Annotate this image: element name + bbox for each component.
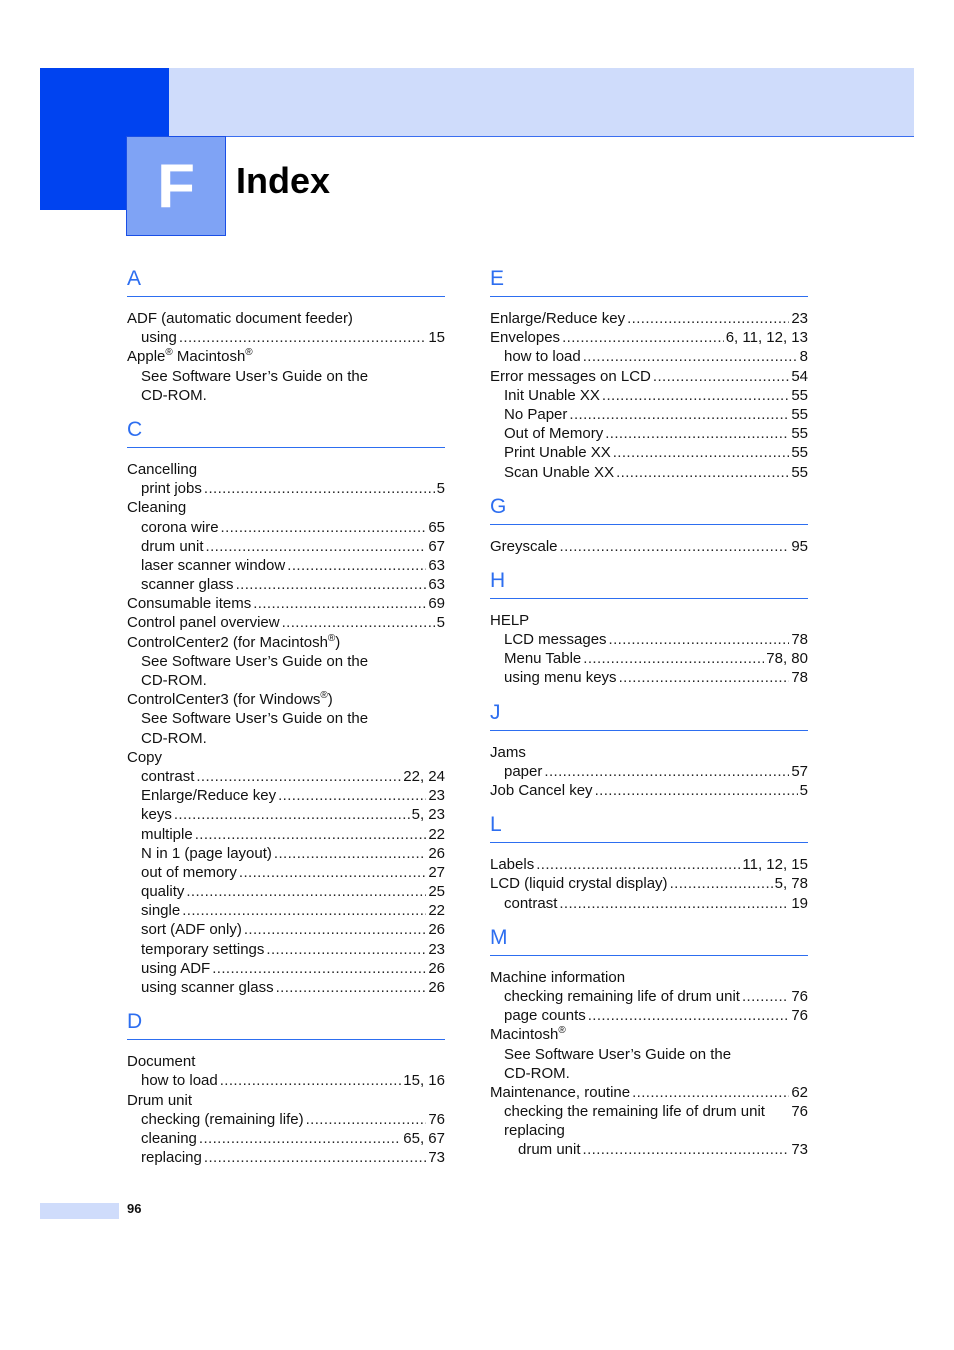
index-term: CD-ROM. <box>141 729 207 747</box>
page-reference[interactable]: 57 <box>791 762 808 780</box>
dot-leader <box>583 1140 790 1159</box>
header-band <box>169 68 914 137</box>
page-reference[interactable]: 55 <box>791 405 808 423</box>
index-term: LCD (liquid crystal display) <box>490 875 668 893</box>
dot-leader <box>220 1071 402 1090</box>
footer-bar <box>40 1203 119 1219</box>
index-term: cleaning <box>141 1129 197 1147</box>
dot-leader <box>274 844 426 863</box>
dot-leader <box>605 424 789 443</box>
section-letter: A <box>127 262 445 297</box>
page-reference[interactable]: 26 <box>428 844 445 862</box>
dot-leader <box>174 805 410 824</box>
index-section-m <box>490 921 808 1160</box>
page-reference[interactable]: 22, 24 <box>403 767 445 785</box>
index-term: ControlCenter2 (for Macintosh®) <box>127 632 341 651</box>
index-term: scanner glass <box>141 576 234 594</box>
index-entry <box>127 1148 445 1167</box>
index-entry <box>490 762 808 781</box>
dot-leader <box>536 855 740 874</box>
page-reference[interactable]: 55 <box>791 425 808 443</box>
dot-leader <box>196 767 401 786</box>
index-entry <box>127 556 445 575</box>
index-term: LCD messages <box>504 631 607 649</box>
section-letter: L <box>490 808 808 843</box>
index-entry <box>127 309 445 328</box>
dot-leader <box>186 882 426 901</box>
index-entry <box>490 537 808 556</box>
page-reference[interactable]: 63 <box>428 556 445 574</box>
dot-leader <box>544 762 789 781</box>
index-entry <box>127 594 445 613</box>
index-term: contrast <box>141 767 195 785</box>
index-entry <box>490 347 808 366</box>
index-entry <box>490 309 808 328</box>
index-entry <box>127 671 445 690</box>
dot-leader <box>287 556 426 575</box>
page-reference[interactable]: 78 <box>791 631 808 649</box>
section-letter: M <box>490 921 808 956</box>
index-section-l <box>490 808 808 913</box>
index-term: Document <box>127 1053 196 1071</box>
index-entry <box>490 1102 808 1121</box>
index-term: Drum unit <box>127 1091 193 1109</box>
index-term: corona wire <box>141 518 219 536</box>
page-reference[interactable]: 5, 78 <box>774 875 808 893</box>
index-term: Out of Memory <box>504 425 604 443</box>
index-entry <box>490 1025 808 1044</box>
dot-leader <box>595 781 798 800</box>
index-entry <box>490 367 808 386</box>
index-term: multiple <box>141 825 193 843</box>
dot-leader <box>204 1148 426 1167</box>
index-section-c <box>127 413 445 997</box>
dot-leader <box>613 443 790 462</box>
index-entry <box>490 649 808 668</box>
page-reference[interactable]: 65, 67 <box>403 1129 445 1147</box>
index-entry <box>127 652 445 671</box>
index-term: checking the remaining life of drum unit <box>504 1103 765 1121</box>
page-reference[interactable]: 22 <box>428 825 445 843</box>
index-term: Macintosh® <box>490 1025 566 1044</box>
dot-leader <box>306 1110 427 1129</box>
page-reference[interactable]: 23 <box>428 787 445 805</box>
page-reference[interactable]: 26 <box>428 979 445 996</box>
index-entry <box>490 328 808 347</box>
page-reference[interactable]: 23 <box>428 940 445 958</box>
dot-leader <box>583 347 798 366</box>
index-term: using menu keys <box>504 669 617 687</box>
section-letter: G <box>490 490 808 525</box>
index-entry <box>490 781 808 800</box>
page-reference[interactable]: 15 <box>428 329 445 347</box>
index-term: how to load <box>504 348 581 366</box>
index-entry <box>490 1006 808 1025</box>
index-entry <box>490 630 808 649</box>
page-reference[interactable]: 69 <box>428 595 445 613</box>
index-entry <box>127 690 445 709</box>
index-term: CD-ROM. <box>141 386 207 404</box>
index-entry <box>127 805 445 824</box>
dot-leader <box>653 367 789 386</box>
dot-leader <box>276 978 427 997</box>
index-term: Copy <box>127 748 163 766</box>
dot-leader <box>569 405 789 424</box>
page-reference[interactable]: 55 <box>791 444 808 462</box>
index-entry <box>490 1064 808 1083</box>
dot-leader <box>239 863 426 882</box>
page-reference[interactable]: 54 <box>791 367 808 385</box>
page-reference[interactable]: 55 <box>791 386 808 404</box>
index-section-e <box>490 262 808 482</box>
dot-leader <box>221 518 427 537</box>
dot-leader <box>282 613 435 632</box>
index-entry <box>490 1121 808 1140</box>
index-term: See Software User’s Guide on the <box>141 367 369 385</box>
index-entry <box>127 386 445 405</box>
page-reference[interactable]: 26 <box>428 921 445 939</box>
index-entry <box>127 882 445 901</box>
dot-leader <box>244 920 426 939</box>
page-reference[interactable]: 73 <box>428 1149 445 1167</box>
index-term: replacing <box>141 1149 202 1167</box>
index-entry <box>127 460 445 479</box>
index-term: ControlCenter3 (for Windows®) <box>127 690 333 709</box>
page-title: Index <box>236 160 331 201</box>
page-number: 96 <box>127 1201 142 1216</box>
page-reference[interactable]: 76 <box>791 987 808 1005</box>
index-entry <box>127 328 445 347</box>
index-term: Apple® Macintosh® <box>127 347 253 366</box>
page-reference[interactable]: 55 <box>791 463 808 481</box>
dot-leader <box>609 630 790 649</box>
dot-leader <box>627 309 789 328</box>
index-term: checking (remaining life) <box>141 1110 304 1128</box>
page-reference[interactable]: 76 <box>791 1007 808 1025</box>
index-term: HELP <box>490 611 530 629</box>
page-reference[interactable]: 5 <box>436 480 445 498</box>
dot-leader <box>562 328 724 347</box>
dot-leader <box>204 479 435 498</box>
dot-leader <box>278 786 426 805</box>
index-term: N in 1 (page layout) <box>141 844 272 862</box>
index-entry <box>490 874 808 893</box>
index-term: sort (ADF only) <box>141 921 242 939</box>
dot-leader <box>670 874 773 893</box>
index-entry <box>127 367 445 386</box>
dot-leader <box>253 594 426 613</box>
page-reference[interactable]: 22 <box>428 902 445 920</box>
index-term: Error messages on LCD <box>490 367 651 385</box>
page-reference[interactable]: 19 <box>791 894 808 912</box>
index-term: Enlarge/Reduce key <box>141 787 277 805</box>
dot-leader <box>199 1129 401 1148</box>
index-entry <box>490 987 808 1006</box>
dot-leader <box>742 987 789 1006</box>
index-entry <box>127 729 445 748</box>
index-section-a <box>127 262 445 405</box>
index-entry <box>127 1110 445 1129</box>
index-term: CD-ROM. <box>141 672 207 689</box>
chapter-letter: F <box>126 136 226 236</box>
index-term: keys <box>141 806 172 824</box>
index-entry <box>127 940 445 959</box>
index-entry <box>490 386 808 405</box>
dot-leader <box>632 1083 789 1102</box>
index-term: page counts <box>504 1007 586 1025</box>
section-letter: J <box>490 696 808 731</box>
index-term: CD-ROM. <box>504 1064 570 1082</box>
dot-leader <box>182 901 426 920</box>
index-entry <box>490 1045 808 1064</box>
page-reference[interactable]: 63 <box>428 576 445 594</box>
dot-leader <box>619 668 790 687</box>
index-term: Job Cancel key <box>490 782 593 799</box>
index-entry <box>127 709 445 728</box>
index-entry <box>127 479 445 498</box>
index-term: Maintenance, routine <box>490 1083 631 1101</box>
index-term: using ADF <box>141 959 211 977</box>
index-entry <box>490 968 808 987</box>
index-term: how to load <box>141 1072 218 1090</box>
page-reference[interactable]: 65 <box>428 518 445 536</box>
index-entry <box>127 347 445 366</box>
index-entry <box>490 611 808 630</box>
index-entry <box>490 1083 808 1102</box>
index-term: quality <box>141 883 185 901</box>
page-reference[interactable]: 8 <box>799 348 808 366</box>
page-reference[interactable]: 25 <box>428 883 445 901</box>
index-entry <box>127 518 445 537</box>
index-entry <box>127 498 445 517</box>
page-reference[interactable]: 76 <box>428 1110 445 1128</box>
index-term: checking remaining life of drum unit <box>504 987 740 1005</box>
index-term: See Software User’s Guide on the <box>141 652 369 670</box>
page-reference[interactable]: 76 <box>791 1103 808 1121</box>
index-entry <box>127 863 445 882</box>
section-letter: D <box>127 1005 445 1040</box>
index-term: Machine information <box>490 968 626 986</box>
index-term: Greyscale <box>490 537 558 555</box>
index-entry <box>127 825 445 844</box>
index-column-right <box>490 262 808 1160</box>
section-letter: C <box>127 413 445 448</box>
index-entry <box>127 537 445 556</box>
page-reference[interactable]: 78, 80 <box>766 650 808 668</box>
page-reference[interactable]: 11, 12, 15 <box>742 856 808 874</box>
index-entry <box>127 575 445 594</box>
index-term: Menu Table <box>504 650 582 668</box>
dot-leader <box>195 825 427 844</box>
page-reference[interactable]: 15, 16 <box>403 1072 445 1090</box>
index-section-j <box>490 696 808 801</box>
index-entry <box>127 978 445 997</box>
section-letter: E <box>490 262 808 297</box>
dot-leader <box>588 1006 790 1025</box>
index-term: Consumable items <box>127 595 252 613</box>
index-term: ADF (automatic document feeder) <box>127 310 353 327</box>
index-entry <box>127 613 445 632</box>
index-term: Init Unable XX <box>504 386 600 404</box>
index-term: Enlarge/Reduce key <box>490 310 626 327</box>
page-reference[interactable]: 73 <box>791 1141 808 1159</box>
index-column-left <box>127 262 445 1167</box>
index-term: Scan Unable XX <box>504 463 615 481</box>
page-reference[interactable]: 5, 23 <box>411 806 445 824</box>
dot-leader <box>560 537 790 556</box>
page-reference[interactable]: 23 <box>791 310 808 327</box>
index-term: See Software User’s Guide on the <box>504 1045 732 1063</box>
dot-leader <box>266 940 426 959</box>
index-entry <box>127 786 445 805</box>
page-reference[interactable]: 5 <box>436 614 445 632</box>
index-term: contrast <box>504 894 558 912</box>
dot-leader <box>236 575 427 594</box>
index-entry <box>127 1071 445 1090</box>
index-term: print jobs <box>141 480 202 498</box>
index-entry <box>490 424 808 443</box>
dot-leader <box>583 649 764 668</box>
index-term: using <box>141 329 177 347</box>
index-section-g <box>490 490 808 556</box>
page-reference[interactable]: 27 <box>428 863 445 881</box>
index-entry <box>127 920 445 939</box>
index-term: replacing <box>504 1122 565 1140</box>
index-entry <box>490 743 808 762</box>
index-term: Envelopes <box>490 329 561 347</box>
index-entry <box>490 894 808 913</box>
index-term: using scanner glass <box>141 979 274 996</box>
index-term: Control panel overview <box>127 614 280 632</box>
index-section-h <box>490 564 808 688</box>
index-term: See Software User’s Guide on the <box>141 710 369 728</box>
dot-leader <box>206 537 427 556</box>
index-entry <box>127 633 445 652</box>
page-reference[interactable]: 6, 11, 12, 13 <box>725 329 808 347</box>
index-term: No Paper <box>504 405 568 423</box>
page-reference[interactable]: 5 <box>799 782 808 799</box>
dot-leader <box>179 328 426 347</box>
index-entry <box>127 1129 445 1148</box>
dot-leader <box>559 894 789 913</box>
dot-leader <box>616 463 789 482</box>
dot-leader <box>602 386 789 405</box>
index-term: paper <box>504 762 543 780</box>
index-term: laser scanner window <box>141 556 286 574</box>
index-term: drum unit <box>141 537 204 555</box>
index-entry <box>127 1052 445 1071</box>
index-entry <box>127 844 445 863</box>
index-term: drum unit <box>518 1141 581 1159</box>
page-reference[interactable]: 67 <box>428 537 445 555</box>
section-letter: H <box>490 564 808 599</box>
index-entry <box>127 959 445 978</box>
page-reference[interactable]: 95 <box>791 537 808 555</box>
page-reference[interactable]: 62 <box>791 1083 808 1101</box>
index-term: Labels <box>490 856 535 874</box>
index-term: single <box>141 902 181 920</box>
index-term: out of memory <box>141 863 237 881</box>
index-entry <box>490 405 808 424</box>
dot-leader <box>212 959 426 978</box>
index-term: Cleaning <box>127 499 187 517</box>
page-reference[interactable]: 78 <box>791 669 808 687</box>
index-section-d <box>127 1005 445 1167</box>
index-entry <box>127 748 445 767</box>
index-entry <box>490 463 808 482</box>
index-term: Cancelling <box>127 460 198 478</box>
index-entry <box>127 901 445 920</box>
index-term: Print Unable XX <box>504 444 611 462</box>
index-entry <box>490 1140 808 1159</box>
index-entry <box>127 1091 445 1110</box>
index-entry <box>490 443 808 462</box>
page-reference[interactable]: 26 <box>428 959 445 977</box>
index-entry <box>490 855 808 874</box>
index-entry <box>127 767 445 786</box>
index-entry <box>490 668 808 687</box>
index-term: temporary settings <box>141 940 265 958</box>
index-term: Jams <box>490 743 526 761</box>
